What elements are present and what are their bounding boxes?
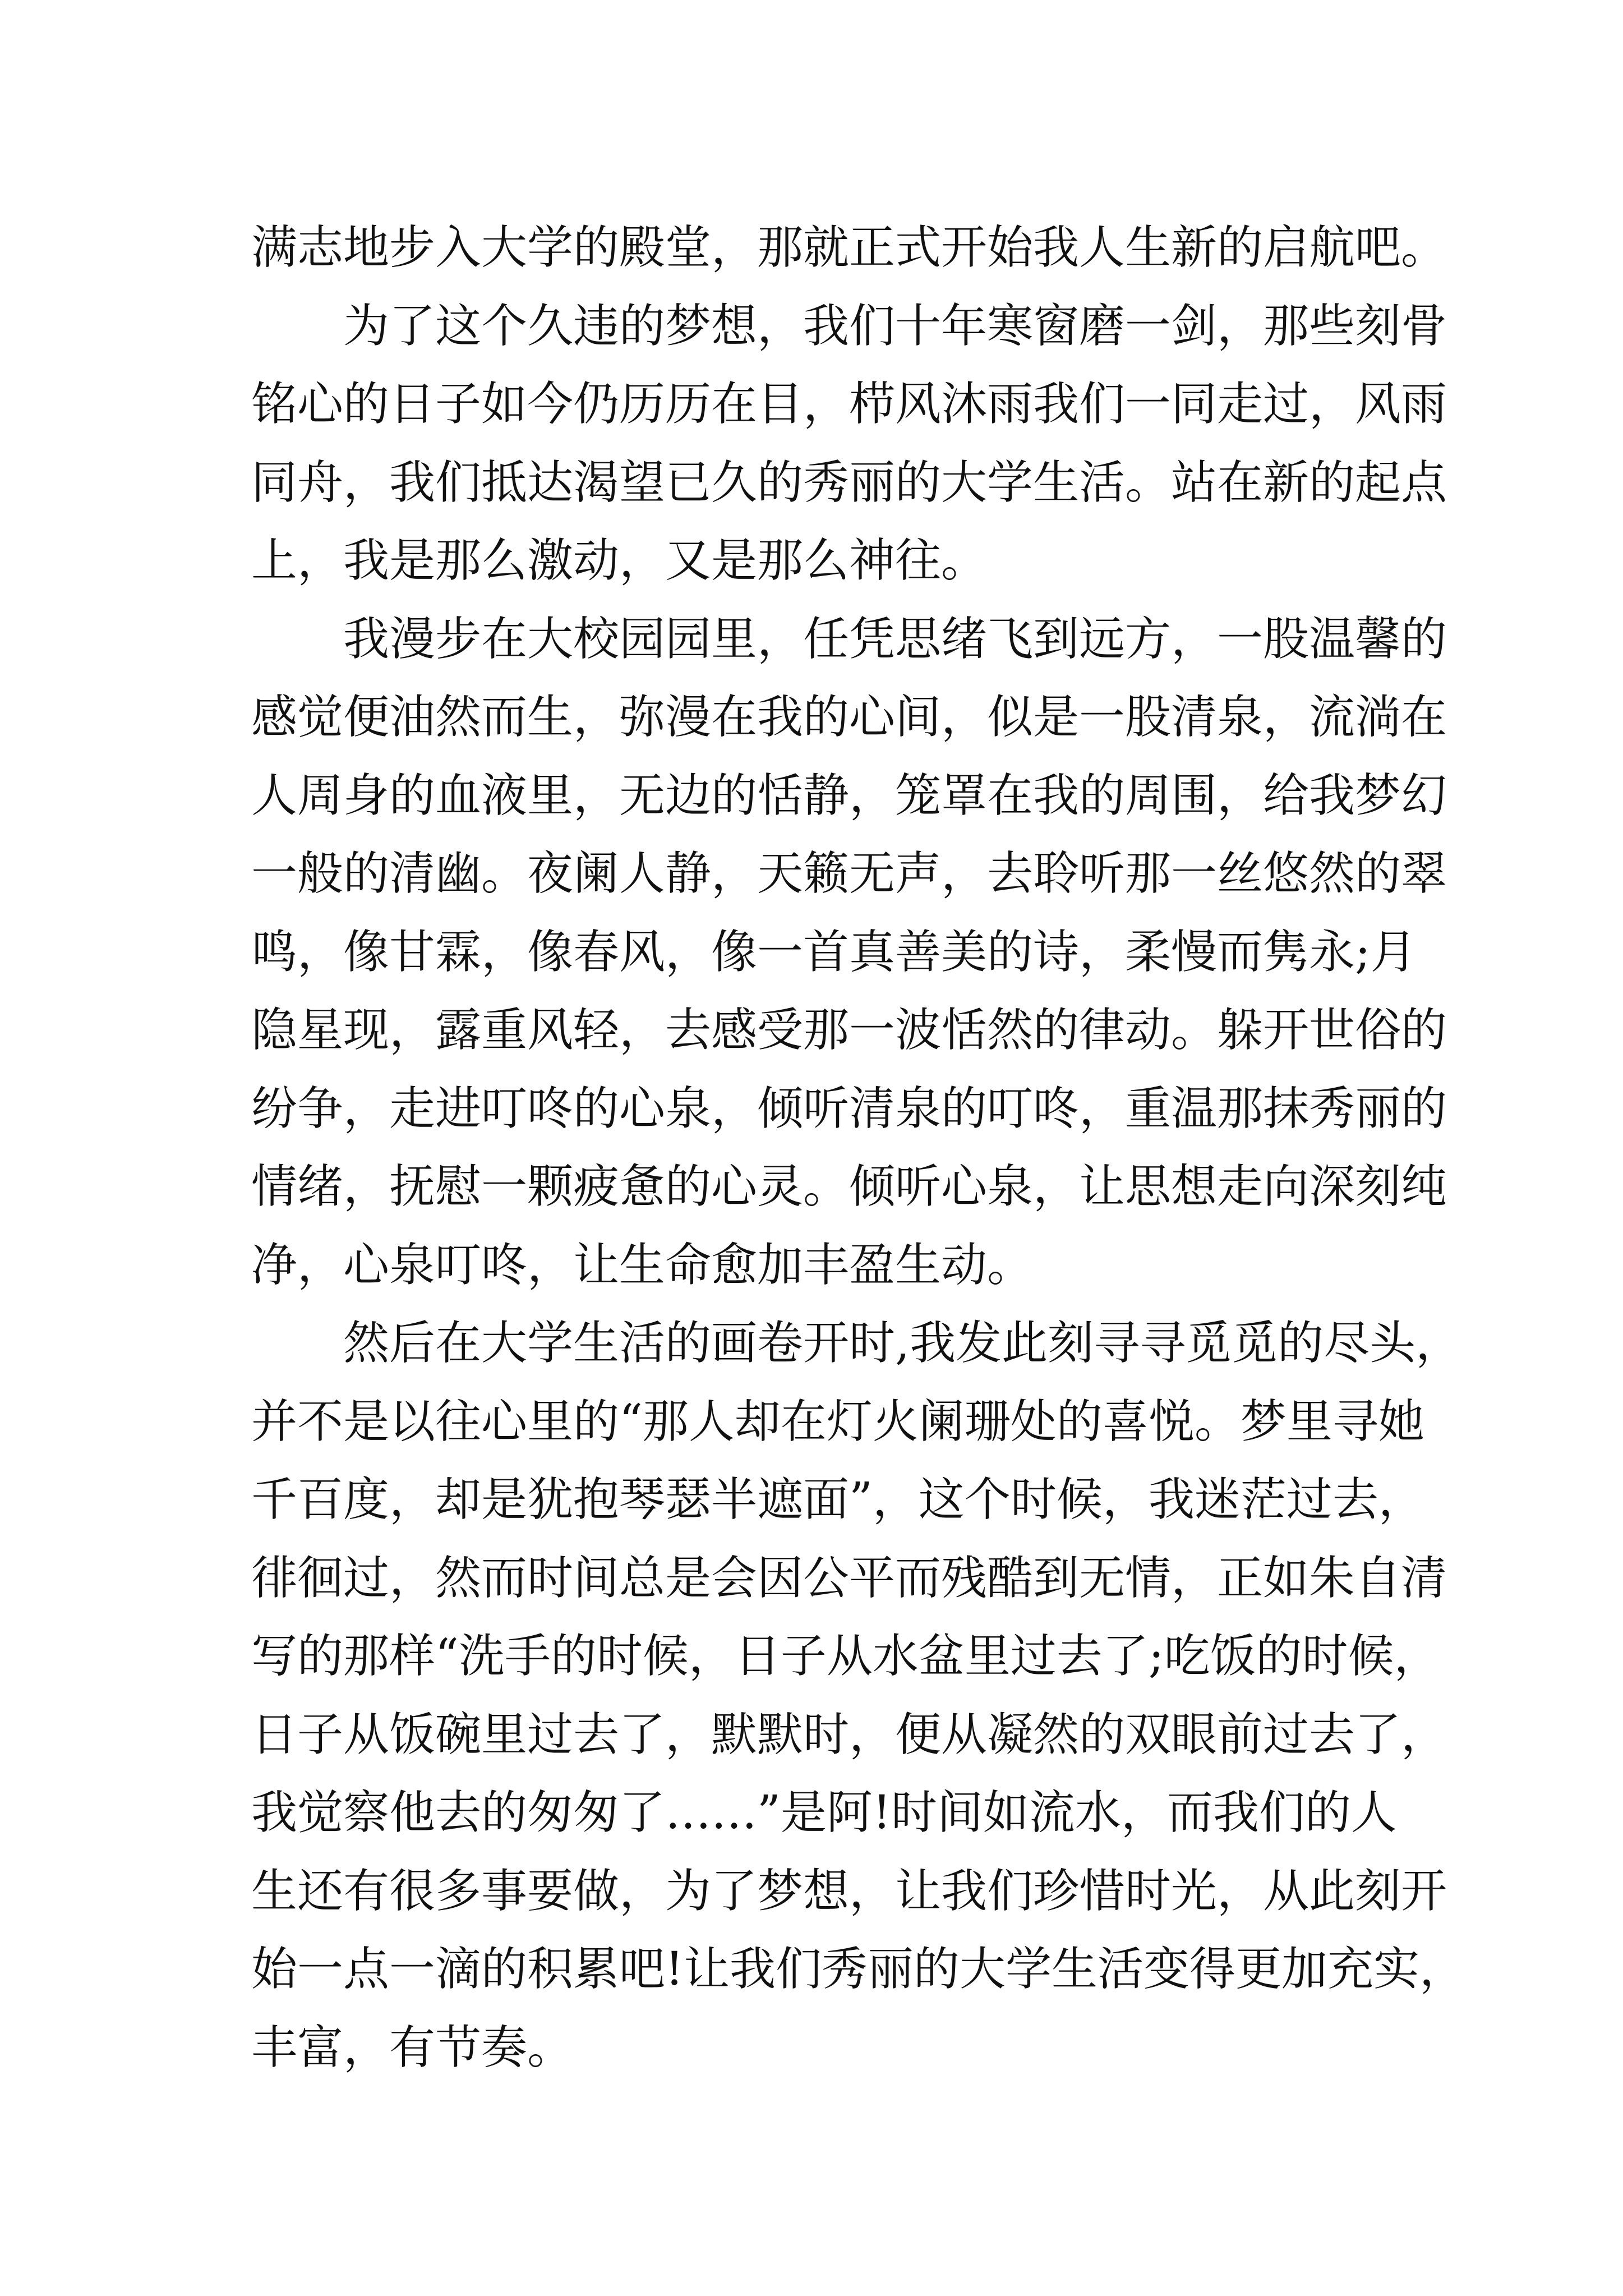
document-body [251,209,1465,2087]
text-line: 我觉察他去的匆匆了……”是阿!时间如流水，而我们的人 [251,1786,1397,1839]
text-line: 生还有很多事要做，为了梦想，让我们珍惜时光，从此刻开 [251,1864,1447,1918]
paragraph-2 [251,287,1447,600]
text-line: 然后在大学生活的画卷开时,我发此刻寻寻觅觅的尽头， [343,1317,1462,1370]
text-line: 一般的清幽。夜阑人静，天籁无声，去聆听那一丝悠然的翠 [251,847,1447,900]
text-line: 徘徊过，然而时间总是会因公平而残酷到无情，正如朱自清 [251,1551,1447,1605]
text-line: 隐星现，露重风轻，去感受那一波恬然的律动。躲开世俗的 [251,1004,1447,1057]
text-line: 鸣，像甘霖，像春风，像一首真善美的诗，柔慢而隽永;月 [251,925,1417,979]
paragraph-3 [251,600,1447,1305]
text-line: 我漫步在大校园园里，任凭思绪飞到远方，一股温馨的 [343,612,1447,666]
text-line: 纷争，走进叮咚的心泉，倾听清泉的叮咚，重温那抹秀丽的 [251,1082,1447,1135]
text-line: 人周身的血液里，无边的恬静，笼罩在我的周围，给我梦幻 [251,769,1447,822]
text-line: 并不是以往心里的“那人却在灯火阑珊处的喜悦。梦里寻她 [251,1395,1424,1448]
text-line: 写的那样“洗手的时候，日子从水盆里过去了;吃饭的时候， [251,1630,1440,1683]
paragraph-4 [251,1304,1465,2087]
text-line: 同舟，我们抵达渴望已久的秀丽的大学生活。站在新的起点 [251,455,1447,509]
text-line: 始一点一滴的积累吧!让我们秀丽的大学生活变得更加充实， [251,1943,1465,1996]
text-line: 净，心泉叮咚，让生命愈加丰盈生动。 [251,1238,1034,1292]
text-line: 上，我是那么激动，又是那么神往。 [251,534,988,587]
text-line: 为了这个久违的梦想，我们十年寒窗磨一剑，那些刻骨 [343,299,1447,353]
text-line: 感觉便油然而生，弥漫在我的心间，似是一股清泉，流淌在 [251,691,1447,744]
text-line: 日子从饭碗里过去了，默默时，便从凝然的双眼前过去了， [251,1708,1447,1761]
text-line: 铭心的日子如今仍历历在目，栉风沐雨我们一同走过，风雨 [251,378,1447,431]
text-line: 丰富，有节奏。 [251,2021,574,2074]
text-line: 情绪，抚慰一颗疲惫的心灵。倾听心泉，让思想走向深刻纯 [251,1160,1447,1213]
text-line: 满志地步入大学的殿堂，那就正式开始我人生新的启航吧。 [251,221,1447,274]
text-line: 千百度，却是犹抱琴瑟半遮面”，这个时候，我迷茫过去， [251,1473,1424,1526]
paragraph-1 [251,209,1447,287]
